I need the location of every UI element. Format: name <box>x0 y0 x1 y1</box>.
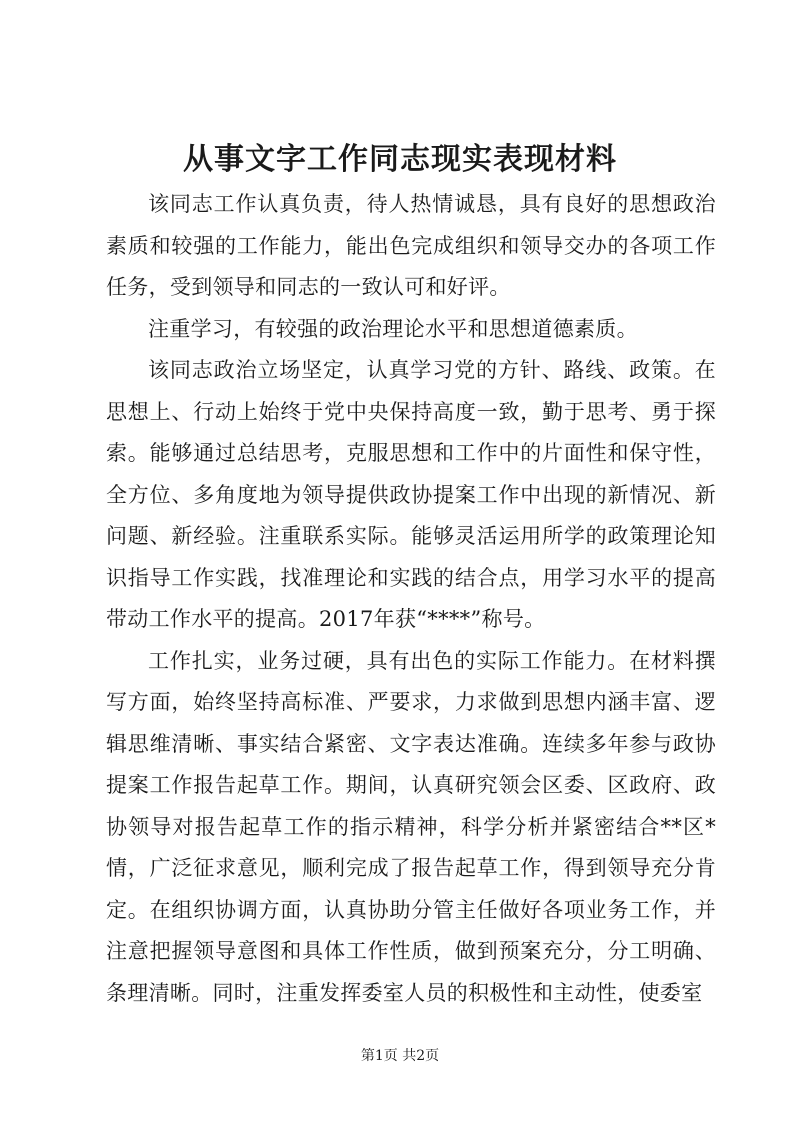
paragraph-4: 工作扎实，业务过硬，具有出色的实际工作能力。在材料撰写方面，始终坚持高标准、严要求，力求做到思想内涵丰富、逻辑思维清晰、事实结合紧密、文字表达准确。连续多年参与政协提案工作报告起草工作。期间，认真研究领会区委、区政府、政协领导对报告起草工作的指示精神，科学分析并紧密结合**区*情，广泛征求意见，顺利完成了报告起草工作，得到领导充分肯定。在组织协调方面，认真协助分管主任做好各项业务工作，并注意把握领导意图和具体工作性质，做到预案充分，分工明确、条理清晰。同时，注重发挥委室人员的积极性和主动性，使委室 <box>106 648 716 1005</box>
page-footer: 第1页 共2页 <box>360 1048 440 1064</box>
paragraph-2: 注重学习，有较强的政治理论水平和思想道德素质。 <box>148 316 638 341</box>
document-body <box>106 184 716 1014</box>
document-title: 从事文字工作同志现实表现材料 <box>183 142 617 177</box>
paragraph-1: 该同志工作认真负责，待人热情诚恳，具有良好的思想政治素质和较强的工作能力，能出色完成组织和领导交办的各项工作任务，受到领导和同志的一致认可和好评。 <box>106 192 716 299</box>
paragraph-3: 该同志政治立场坚定，认真学习党的方针、路线、政策。在思想上、行动上始终于党中央保持高度一致，勤于思考、勇于探索。能够通过总结思考，克服思想和工作中的片面性和保守性，全方位、多角度地为领导提供政协提案工作中出现的新情况、新问题、新经验。注重联系实际。能够灵活运用所学的政策理论知识指导工作实践，找准理论和实践的结合点，用学习水平的提高带动工作水平的提高。2017年获“****”称号。 <box>106 358 716 631</box>
